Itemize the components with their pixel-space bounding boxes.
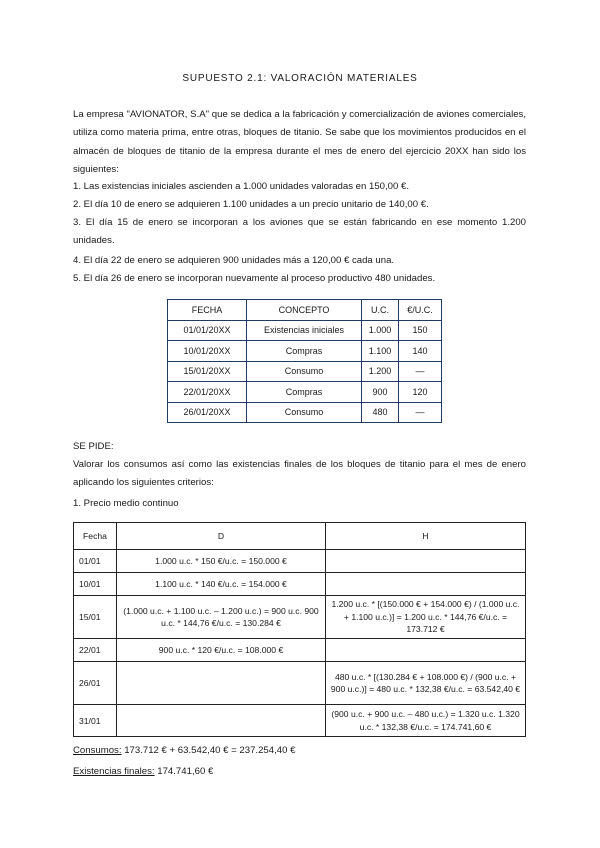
col-debe: D — [117, 523, 326, 550]
existencias-label: Existencias finales: — [73, 766, 155, 777]
cell: 900 — [362, 382, 399, 403]
cell: 150 — [399, 320, 442, 341]
cell-debe: 1.100 u.c. * 140 €/u.c. = 154.000 € — [117, 573, 326, 596]
cell-haber: 1.200 u.c. * [(150.000 € + 154.000 €) / (1.000 u.c. + 1.100 u.c.)] = 1.200 u.c. * 144,76 €/u.c. = 173.712 € — [326, 596, 526, 639]
table-row — [168, 382, 442, 403]
cell: Consumo — [247, 361, 362, 382]
valuation-table — [73, 522, 526, 737]
task-paragraph: Valorar los consumos así como las existencias finales de los bloques de titanio para el mes de enero aplicando los siguientes criterios: — [73, 459, 526, 489]
col-fecha: FECHA — [168, 300, 247, 321]
cell: Consumo — [247, 402, 362, 423]
cell: Existencias iniciales — [247, 320, 362, 341]
existencias-value: 174.741,60 € — [154, 766, 214, 777]
cell: 26/01/20XX — [168, 402, 247, 423]
table-header-row — [168, 300, 442, 321]
existencias-summary — [73, 766, 213, 777]
cell-debe: (1.000 u.c. + 1.100 u.c. – 1.200 u.c.) = 900 u.c. 900 u.c. * 144,76 €/u.c. = 130.284 € — [117, 596, 326, 639]
point-4: 4. El día 22 de enero se adquieren 900 unidades más a 120,00 € cada una. — [73, 255, 395, 266]
table-row — [74, 705, 526, 737]
table-row — [168, 402, 442, 423]
se-pide-heading: SE PIDE: — [73, 441, 114, 452]
cell-debe — [117, 662, 326, 705]
table-row — [74, 662, 526, 705]
cell: 1.100 — [362, 341, 399, 362]
cell-debe: 1.000 u.c. * 150 €/u.c. = 150.000 € — [117, 550, 326, 573]
cell-haber — [326, 550, 526, 573]
col-eur-uc: €/U.C. — [399, 300, 442, 321]
table-row — [74, 573, 526, 596]
table-row — [74, 550, 526, 573]
document-title: SUPUESTO 2.1: VALORACIÓN MATERIALES — [182, 73, 418, 84]
cell: 10/01/20XX — [168, 341, 247, 362]
cell-date: 22/01 — [74, 639, 117, 662]
cell-date: 26/01 — [74, 662, 117, 705]
cell: 140 — [399, 341, 442, 362]
table-row — [74, 596, 526, 639]
cell: Compras — [247, 382, 362, 403]
cell-haber — [326, 573, 526, 596]
cell-date: 10/01 — [74, 573, 117, 596]
col-haber: H — [326, 523, 526, 550]
criterion-label: 1. Precio medio continuo — [73, 498, 179, 509]
movements-table — [167, 299, 442, 423]
consumos-value: 173.712 € + 63.542,40 € = 237.254,40 € — [121, 745, 296, 756]
cell-date: 15/01 — [74, 596, 117, 639]
cell: — — [399, 361, 442, 382]
cell: 1.000 — [362, 320, 399, 341]
col-uc: U.C. — [362, 300, 399, 321]
cell: Compras — [247, 341, 362, 362]
cell-date: 31/01 — [74, 705, 117, 737]
cell: 15/01/20XX — [168, 361, 247, 382]
point-5: 5. El día 26 de enero se incorporan nuevamente al proceso productivo 480 unidades. — [73, 273, 436, 284]
cell: 1.200 — [362, 361, 399, 382]
intro-paragraph: La empresa "AVIONATOR, S.A" que se dedica a la fabricación y comercialización de aviones comerciales, utiliza como materia prima, entre otras, bloques de titanio. Se sabe que los movimientos producidos en el almacén de bloques de titanio de la empresa durante el mes de enero del ejercicio 20XX han sido los siguientes: — [73, 109, 526, 176]
point-3: 3. El día 15 de enero se incorporan a los aviones que se están fabricando en ese momento 1.200 unidades. — [73, 217, 526, 247]
col-fecha: Fecha — [74, 523, 117, 550]
point-2: 2. El día 10 de enero se adquieren 1.100 unidades a un precio unitario de 140,00 €. — [73, 199, 429, 210]
table-row — [74, 639, 526, 662]
table-row — [168, 320, 442, 341]
consumos-label: Consumos: — [73, 745, 122, 756]
cell-debe: 900 u.c. * 120 €/u.c. = 108.000 € — [117, 639, 326, 662]
cell-haber — [326, 639, 526, 662]
cell-haber: 480 u.c. * [(130.284 € + 108.000 €) / (900 u.c. + 900 u.c.)] = 480 u.c. * 132,38 €/u.c. = 63.542,40 € — [326, 662, 526, 705]
point-1: 1. Las existencias iniciales ascienden a 1.000 unidades valoradas en 150,00 €. — [73, 181, 410, 192]
cell-date: 01/01 — [74, 550, 117, 573]
table-header-row — [74, 523, 526, 550]
col-concepto: CONCEPTO — [247, 300, 362, 321]
table-row — [168, 361, 442, 382]
consumos-summary — [73, 745, 295, 756]
cell-debe — [117, 705, 326, 737]
cell: 120 — [399, 382, 442, 403]
cell: 22/01/20XX — [168, 382, 247, 403]
cell: 01/01/20XX — [168, 320, 247, 341]
cell-haber: (900 u.c. + 900 u.c. – 480 u.c.) = 1.320 u.c. 1.320 u.c. * 132,38 €/u.c. = 174.741,60 € — [326, 705, 526, 737]
cell: — — [399, 402, 442, 423]
table-row — [168, 341, 442, 362]
cell: 480 — [362, 402, 399, 423]
